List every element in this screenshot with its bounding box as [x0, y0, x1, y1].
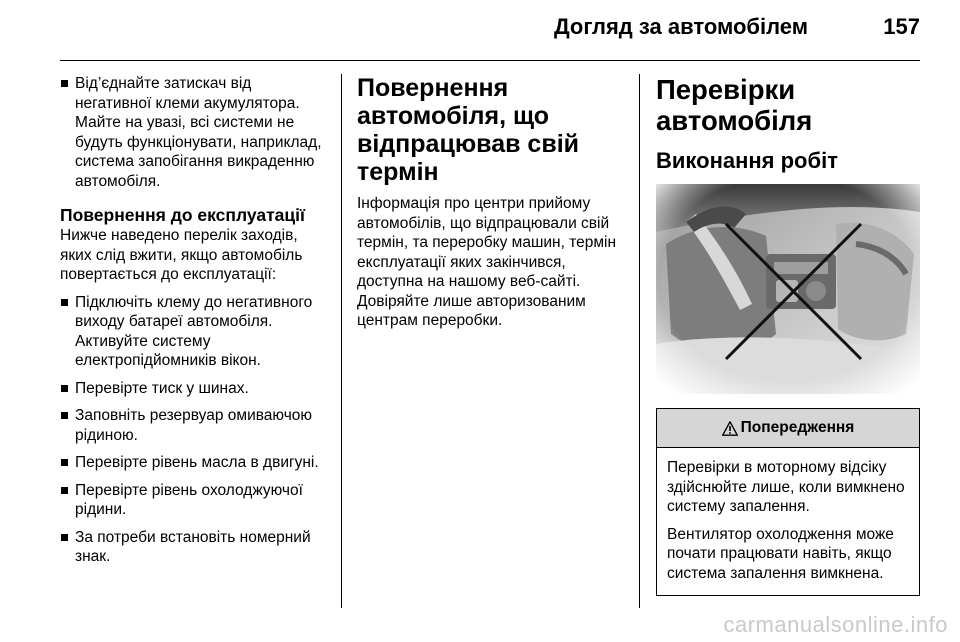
- reactivation-bullet-list: [60, 293, 330, 567]
- warning-paragraph: Перевірки в моторному відсіку здійснюйте лише, коли вимкнено систему запалення.: [667, 459, 905, 515]
- bullet-item: Перевірте рівень охолоджуючої рідини.: [60, 481, 330, 520]
- page-number: 157: [883, 14, 920, 39]
- watermark-text: carmanualsonline.info: [723, 612, 948, 637]
- page-header: [60, 0, 920, 61]
- bullet-item: Від’єднайте затискач від негативної клеми акумулятора. Майте на увазі, всі системи не будуть функціонувати, наприклад, система запобігання викраденню автомобіля.: [60, 74, 330, 191]
- engine-compartment-photo: [656, 184, 920, 394]
- column-divider-right: [639, 74, 640, 608]
- warning-box: [656, 408, 920, 596]
- bullet-item: За потреби встановіть номерний знак.: [60, 528, 330, 567]
- column-left: [60, 74, 330, 575]
- warning-paragraph: Вентилятор охолодження може почати працювати навіть, якщо система запалення вимкнена.: [667, 525, 894, 582]
- bullet-item: Підключіть клему до негативного виходу батареї автомобіля. Активуйте систему електропідйомників вікон.: [60, 293, 330, 371]
- section-heading-end-of-life: Повернення автомобіля, що відпрацював свій термін: [357, 74, 580, 186]
- bullet-item: Заповніть резервуар омиваючою рідиною.: [60, 406, 330, 445]
- chapter-title: Догляд за автомобілем: [553, 14, 808, 39]
- column-middle: [357, 74, 627, 339]
- section-heading-vehicle-checks: Перевірки автомобіля: [656, 74, 813, 136]
- column-divider-left: [341, 74, 342, 608]
- warning-body: [657, 448, 919, 595]
- bullet-item: Перевірте рівень масла в двигуні.: [60, 453, 330, 473]
- subsection-heading-performing-work: Виконання робіт: [656, 148, 838, 173]
- intro-bullet-list: [60, 74, 330, 191]
- column-right: [656, 74, 920, 596]
- warning-title: Попередження: [740, 419, 855, 437]
- section-text: Інформація про центри прийому автомобілів, що відпрацювали свій термін, та переробку машин, термін експлуатації яких закінчився, доступна на нашому веб-сайті. Довіряйте лише авторизованим центрам переробки.: [357, 195, 617, 329]
- section-heading-reactivation: Повернення до експлуатації: [60, 205, 305, 225]
- section-text: Нижче наведено перелік заходів, яких слід вжити, якщо автомобіль повертається до експлуатації:: [60, 227, 303, 283]
- bullet-item: Перевірте тиск у шинах.: [60, 379, 330, 399]
- warning-triangle-icon: [722, 421, 738, 436]
- warning-header: [657, 409, 919, 448]
